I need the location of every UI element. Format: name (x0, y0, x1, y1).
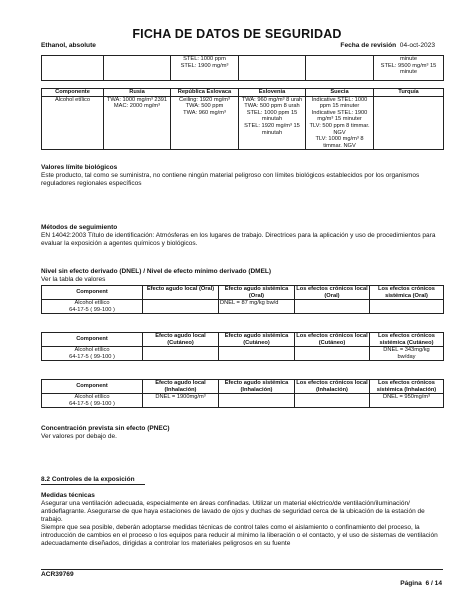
col-header: Efecto agudo local (Inhalación) (143, 380, 219, 394)
col-header: Los efectos crónicos local (Inhalación) (296, 380, 368, 393)
dnel-dermal-table (41, 332, 444, 361)
col-header: Los efectos crónicos sistémica (Inhalación) (370, 380, 444, 394)
col-header: Efecto agudo local (Oral) (143, 286, 219, 300)
cell (219, 347, 295, 361)
document-title: FICHA DE DATOS DE SEGURIDAD (132, 27, 342, 41)
cell: DNEL = 87 mg/kg bw/d (219, 300, 295, 314)
cell: DNEL = 1900mg/m³ (143, 394, 219, 408)
pnec-heading: Concentración prevista sin efecto (PNEC) (41, 425, 170, 432)
col-header: Component (42, 286, 143, 300)
tech-measures-text-2: Siempre que sea posible, deberán adoptarse medidas técnicas de control tales como el aislamiento o confinamiento del proceso, la introducción de cambios en el proceso o los equipos para reducir al mínimo la liberación o el contacto, y el uso de sistemas de ventilación adecuadamente diseñados, dirigidas a controlar los materiales peligrosos en su fuente (41, 524, 438, 547)
monitoring-text: EN 14042:2003 Título de identificación: Atmósferas en los lugares de trabajo. Directrices para la aplicación y uso de procedimientos para evaluar la exposición a agentes químicos y biológicos. (41, 232, 436, 247)
tech-measures-text-1: Asegurar una ventilación adecuada, especialmente en áreas confinadas. Utilizar un material eléctrico/de ventilación/iluminación/ antideflagrante. Asegurarse de que haya estaciones de lavado de ojos y duchas de seguridad cerca de la ubicación de la estación de trabajo. (41, 500, 425, 523)
footer-code: ACR39769 (41, 571, 74, 578)
component-cell: Alcohol etílico 64-17-5 ( 99-100 ) (42, 300, 143, 314)
cell (143, 347, 219, 361)
table-row (42, 347, 444, 361)
revision-date (340, 42, 435, 49)
table-row (42, 394, 444, 408)
col-header: Los efectos crónicos local (Cutáneo) (296, 333, 368, 346)
col-header: Efecto agudo sistémica (Inhalación) (219, 380, 295, 394)
monitoring-heading: Métodos de seguimiento (41, 224, 118, 231)
cell (295, 394, 370, 408)
turquia-cell (374, 96, 444, 150)
limits-table-continued (41, 55, 444, 81)
col-header: Los efectos crónicos local (Oral) (296, 286, 368, 299)
revision-value: 04-oct-2023 (399, 42, 435, 49)
cell: DNEL = 343mg/kg bw/day (370, 347, 444, 361)
col-header: Los efectos crónicos sistémica (Cutáneo) (370, 333, 444, 347)
rusia-cell: TWA: 1000 mg/m³ 2391 MAC: 2000 mg/m³ (104, 96, 171, 150)
revision-label: Fecha de revisión (340, 42, 397, 49)
table-row (42, 96, 444, 150)
table-row (42, 300, 444, 314)
tech-measures-heading: Medidas técnicas (41, 492, 95, 499)
page-number: Página 6 / 14 (400, 580, 442, 587)
col-header: Efecto agudo local (Cutáneo) (143, 333, 219, 347)
bio-text: Este producto, tal como se suministra, no contiene ningún material peligroso con límites biológicos establecidos por los organismos reguladores regionales específicos (41, 172, 420, 187)
dnel-inhalation-table (41, 379, 444, 408)
cell (295, 347, 370, 361)
col-header: Component (42, 380, 143, 394)
bio-heading: Valores límite biológicos (41, 164, 118, 171)
product-name: Ethanol, absolute (41, 42, 96, 49)
col-header: Turquía (374, 89, 444, 97)
col-header: Componente (42, 89, 104, 97)
suecia-cell: Indicative STEL: 1000 ppm 15 minuter Indicative STEL: 1900 mg/m³ 15 minuter TLV: 500 ppm 8 timmar. NGV TLV: 1000 mg/m³ 8 timmar. NGV (306, 96, 374, 150)
col-header: Efecto agudo sistémica (Oral) (219, 286, 295, 300)
pnec-text: Ver valores por debajo de. (41, 433, 117, 440)
cell (143, 300, 219, 314)
section-divider (41, 484, 145, 485)
col-header: Efecto agudo sistémica (Cutáneo) (219, 333, 295, 347)
cell: STEL: 1000 ppm STEL: 1900 mg/m³ (171, 56, 239, 81)
cell: DNEL = 950mg/m³ (370, 394, 444, 408)
col-header: República Eslovaca (171, 89, 239, 97)
cell (219, 394, 295, 408)
col-header: Eslovenia (239, 89, 306, 97)
eslovenia-cell: TWA: 960 mg/m³ 8 urah TWA: 500 ppm 8 urah STEL: 1000 ppm 15 minutah STEL: 1920 mg/m³ 15 minutah (239, 96, 306, 150)
limits-table (41, 88, 444, 150)
cell (295, 300, 370, 314)
component-cell: Alcohol etílico 64-17-5 ( 99-100 ) (42, 347, 143, 361)
col-header: Rusia (104, 89, 171, 97)
cell (370, 300, 444, 314)
footer-divider (41, 569, 443, 570)
col-header: Los efectos crónicos sistémica (Oral) (370, 286, 444, 300)
dnel-subheading: Ver la tabla de valores (41, 276, 106, 283)
col-header: Suecia (306, 89, 374, 97)
cell: minute STEL: 9500 mg/m³ 15 minute (374, 56, 444, 81)
exposure-heading: 8.2 Controles de la exposición (41, 476, 135, 483)
col-header: Component (42, 333, 143, 347)
component-cell: Alcohol etílico 64-17-5 ( 99-100 ) (42, 394, 143, 408)
dnel-oral-table (41, 285, 444, 314)
eslovaca-cell: Ceiling: 1920 mg/m³ TWA: 500 ppm TWA: 960 mg/m³ (171, 96, 239, 150)
component-cell: Alcohol etílico (42, 96, 104, 150)
dnel-heading: Nivel sin efecto derivado (DNEL) / Nivel de efecto mínimo derivado (DMEL) (41, 268, 272, 275)
